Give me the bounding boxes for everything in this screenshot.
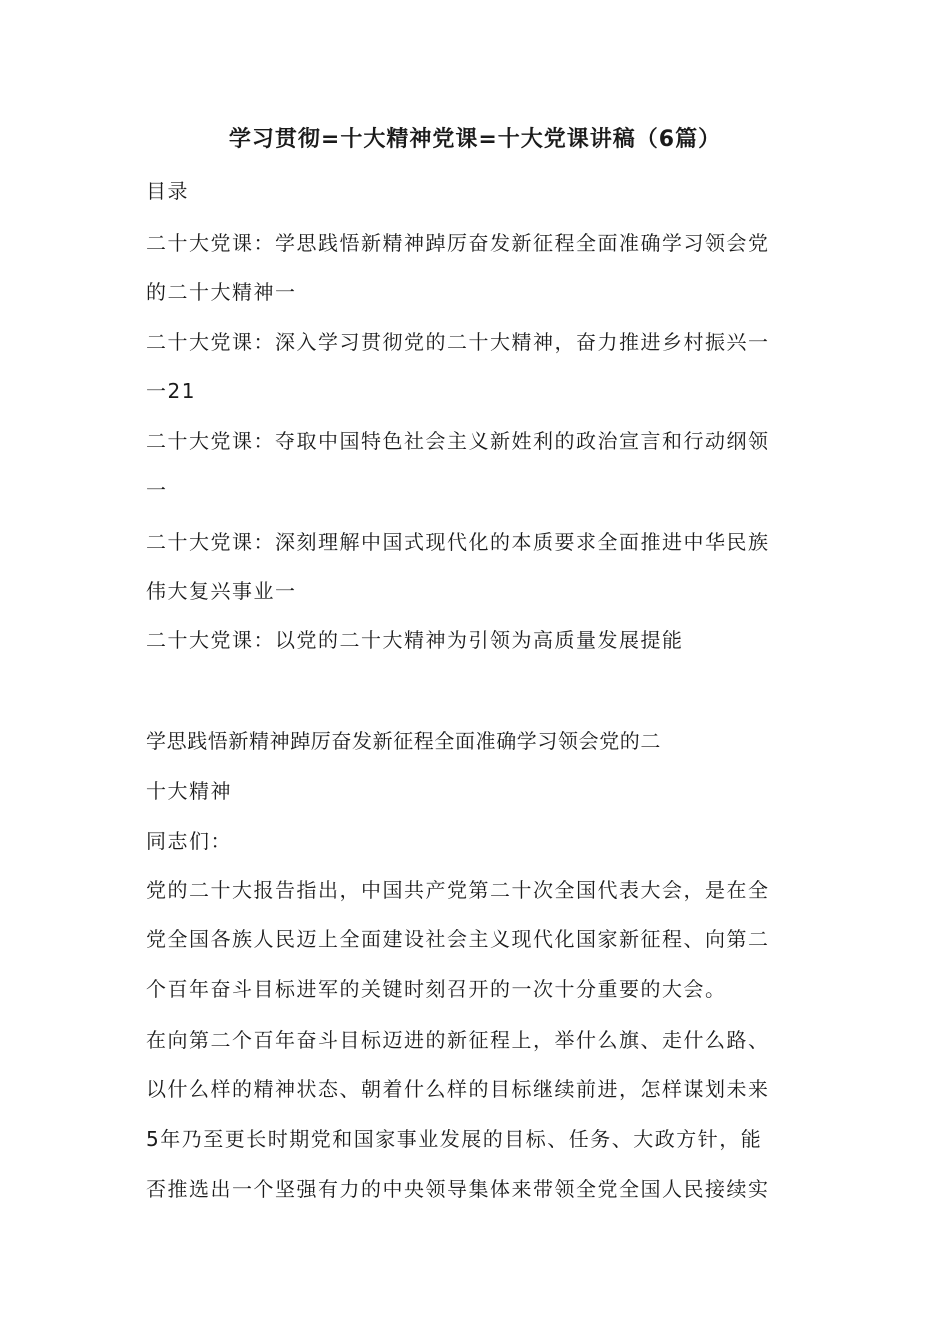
document-title: 学习贯彻=十大精神党课=十大党课讲稿（6篇） xyxy=(228,127,722,152)
toc-heading: 目录 xyxy=(146,179,189,203)
article-heading: 十大精神 xyxy=(146,779,232,803)
toc-line: 伟大复兴事业一 xyxy=(146,579,297,603)
toc-line: 二十大党课：夺取中国特色社会主义新姓利的政治宣言和行动纲领 xyxy=(146,429,770,453)
toc-line: 的二十大精神一 xyxy=(146,280,297,304)
paragraph-line: 否推选出一个坚强有力的中央领导集体来带领全党全国人民接续实 xyxy=(146,1177,770,1201)
article-heading: 学思践悟新精神踔厉奋发新征程全面准确学习领会党的二 xyxy=(146,729,661,753)
toc-line: 二十大党课：深刻理解中国式现代化的本质要求全面推进中华民族 xyxy=(146,530,770,554)
toc-line: 一21 xyxy=(146,379,196,403)
paragraph-line: 5年乃至更长时期党和国家事业发展的目标、任务、大政方针，能 xyxy=(146,1127,763,1151)
toc-line: 二十大党课：深入学习贯彻党的二十大精神，奋力推进乡村振兴一 xyxy=(146,330,770,354)
paragraph-line: 党全国各族人民迈上全面建设社会主义现代化国家新征程、向第二 xyxy=(146,927,770,951)
toc-line: 二十大党课：以党的二十大精神为引领为高质量发展提能 xyxy=(146,628,684,652)
toc-line: 一 xyxy=(146,478,168,502)
paragraph-line: 党的二十大报告指出，中国共产党第二十次全国代表大会，是在全 xyxy=(146,878,770,902)
toc-line: 二十大党课：学思践悟新精神踔厉奋发新征程全面准确学习领会党 xyxy=(146,231,770,255)
paragraph-line: 以什么样的精神状态、朝着什么样的目标继续前进，怎样谋划未来 xyxy=(146,1077,770,1101)
greeting: 同志们： xyxy=(146,829,232,853)
paragraph-line: 在向第二个百年奋斗目标迈进的新征程上，举什么旗、走什么路、 xyxy=(146,1028,770,1052)
paragraph-line: 个百年奋斗目标进军的关键时刻召开的一次十分重要的大会。 xyxy=(146,977,727,1001)
